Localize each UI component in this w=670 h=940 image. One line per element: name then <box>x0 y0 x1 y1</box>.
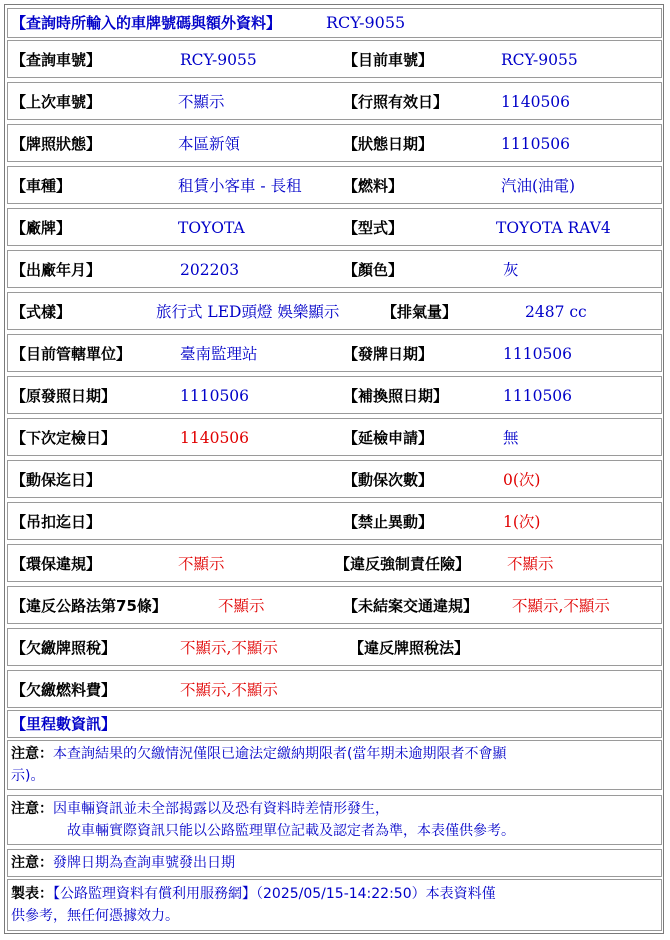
note-2-line-2: 故車輛實際資訊只能以公路監理單位記載及認定者為準，本表僅供參考。 <box>67 823 515 839</box>
field-value: 不顯示,不顯示 <box>180 639 278 657</box>
field-label: 【狀態日期】 <box>343 135 434 153</box>
field-value: 不顯示,不顯示 <box>180 681 278 699</box>
info-row <box>7 82 662 120</box>
report-title-row <box>7 8 662 38</box>
field-value: 1110506 <box>503 387 573 405</box>
info-row <box>7 670 662 708</box>
field-label: 【禁止異動】 <box>343 513 434 531</box>
note-1-line-2: 示)。 <box>11 768 45 784</box>
field-value: 旅行式 LED頭燈 娛樂顯示 <box>156 303 340 321</box>
info-row <box>7 628 662 666</box>
field-label: 【型式】 <box>343 219 404 237</box>
info-row <box>7 334 662 372</box>
field-label: 【環保違規】 <box>11 555 102 573</box>
field-label: 【違反公路法第75條】 <box>11 597 167 615</box>
note-4-line-2: 供參考，無任何憑據效力。 <box>11 908 179 924</box>
field-label: 【上次車號】 <box>11 93 102 111</box>
note-4-label: 製表： <box>11 886 53 902</box>
info-row <box>7 124 662 162</box>
note-1-text: 本查詢結果的欠繳情況僅限已逾法定繳納期限者(當年期未逾期限者不會顯 <box>53 746 507 762</box>
info-row <box>7 250 662 288</box>
field-value: 1110506 <box>503 345 573 363</box>
note-4-line-1 <box>11 884 496 904</box>
field-value: 不顯示 <box>178 93 225 111</box>
field-value: 不顯示 <box>507 555 554 573</box>
mileage-row <box>7 710 662 738</box>
mileage-heading: 【里程數資訊】 <box>11 715 117 733</box>
field-value: 汽油(油電) <box>501 177 576 195</box>
field-value: 202203 <box>180 261 240 279</box>
field-label: 【動保次數】 <box>343 471 434 489</box>
field-value: 本區新領 <box>178 135 241 153</box>
field-label: 【廠牌】 <box>11 219 72 237</box>
field-label: 【欠繳牌照稅】 <box>11 639 117 657</box>
field-label: 【燃料】 <box>343 177 404 195</box>
field-label: 【動保迄日】 <box>11 471 102 489</box>
note-3-label: 注意： <box>11 855 53 871</box>
field-label: 【吊扣迄日】 <box>11 513 102 531</box>
field-value: 灰 <box>503 261 519 279</box>
field-label: 【牌照狀態】 <box>11 135 102 153</box>
field-value: 2487 cc <box>525 303 587 321</box>
report-title: 【查詢時所輸入的車牌號碼與額外資料】 <box>11 14 282 32</box>
field-value: 租賃小客車 - 長租 <box>178 177 302 195</box>
info-row <box>7 418 662 456</box>
field-label: 【延檢申請】 <box>343 429 434 447</box>
field-value: TOYOTA <box>178 219 245 237</box>
info-row <box>7 586 662 624</box>
field-value: 1140506 <box>501 93 571 111</box>
field-label: 【下次定檢日】 <box>11 429 117 447</box>
note-1-label: 注意： <box>11 746 53 762</box>
info-row <box>7 376 662 414</box>
field-label: 【違反強制責任險】 <box>335 555 471 573</box>
field-label: 【未結案交通違規】 <box>343 597 479 615</box>
field-label: 【原發照日期】 <box>11 387 117 405</box>
note-row-3 <box>7 849 662 877</box>
note-row-2 <box>7 795 662 845</box>
note-4-text: 【公路監理資料有償利用服務網】（2025/05/15-14:22:50）本表資料僅 <box>53 886 496 902</box>
note-2-line-1 <box>11 799 389 819</box>
field-value: TOYOTA RAV4 <box>496 219 611 237</box>
field-label: 【補換照日期】 <box>343 387 449 405</box>
field-value: 1140506 <box>180 429 250 447</box>
field-value: 臺南監理站 <box>180 345 258 363</box>
info-row <box>7 502 662 540</box>
field-label: 【行照有效日】 <box>343 93 449 111</box>
note-1-line-1 <box>11 744 506 764</box>
field-label: 【車種】 <box>11 177 72 195</box>
info-row <box>7 544 662 582</box>
field-label: 【顏色】 <box>343 261 404 279</box>
note-row-4 <box>7 879 662 931</box>
info-row <box>7 40 662 78</box>
field-value: 不顯示 <box>218 597 265 615</box>
info-row <box>7 166 662 204</box>
field-label: 【排氣量】 <box>382 303 458 321</box>
report-title-plate: RCY-9055 <box>326 13 406 32</box>
field-value: 1110506 <box>180 387 250 405</box>
field-label: 【違反牌照稅法】 <box>349 639 470 657</box>
field-label: 【目前車號】 <box>343 51 434 69</box>
field-value: 0(次) <box>503 471 541 489</box>
note-3-line-1 <box>11 853 235 873</box>
field-label: 【欠繳燃料費】 <box>11 681 117 699</box>
field-label: 【式樣】 <box>11 303 72 321</box>
field-value: 不顯示,不顯示 <box>512 597 610 615</box>
note-2-label: 注意： <box>11 801 53 817</box>
info-row <box>7 460 662 498</box>
field-label: 【目前管轄單位】 <box>11 345 132 363</box>
note-row-1 <box>7 740 662 790</box>
field-label: 【查詢車號】 <box>11 51 102 69</box>
field-value: 1110506 <box>501 135 571 153</box>
field-label: 【出廠年月】 <box>11 261 102 279</box>
info-row <box>7 292 662 330</box>
note-3-text: 發牌日期為查詢車號發出日期 <box>53 855 235 871</box>
info-row <box>7 208 662 246</box>
field-value: RCY-9055 <box>180 51 257 69</box>
field-value: 1(次) <box>503 513 541 531</box>
field-value: RCY-9055 <box>501 51 578 69</box>
note-2-text: 因車輛資訊並未全部揭露以及恐有資料時差情形發生， <box>53 801 389 817</box>
field-value: 無 <box>503 429 519 447</box>
field-label: 【發牌日期】 <box>343 345 434 363</box>
field-value: 不顯示 <box>178 555 225 573</box>
